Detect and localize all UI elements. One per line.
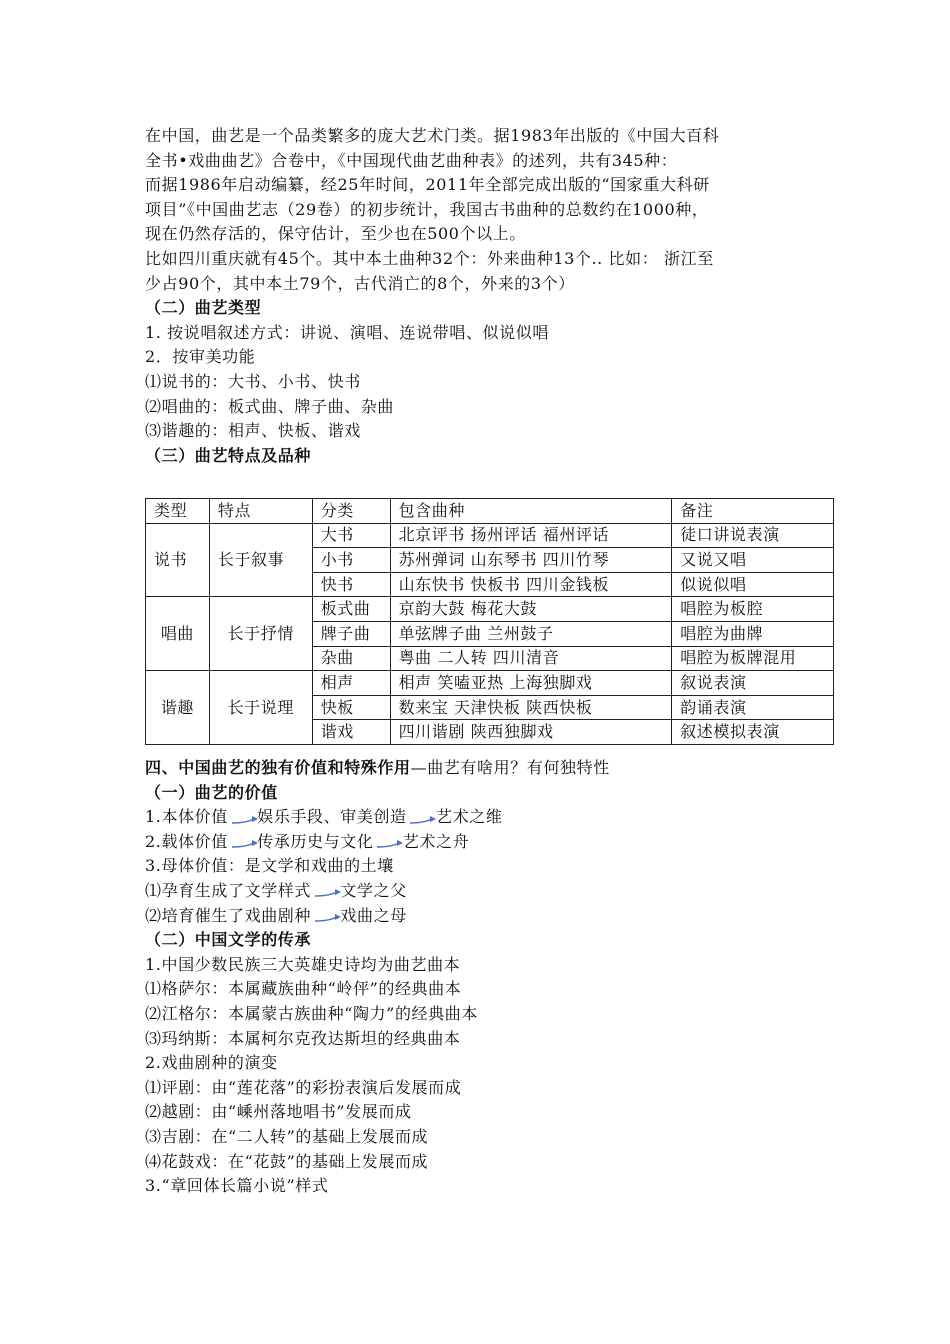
- types-line: ⑶谐趣的：相声、快板、谐戏: [145, 421, 361, 441]
- document-body-continued: [145, 756, 835, 1199]
- section-heading-features: （三）曲艺特点及品种: [145, 445, 312, 465]
- category-cell: 相声: [312, 671, 390, 696]
- note-cell: 唱腔为曲牌: [672, 621, 834, 646]
- value-text: 娱乐手段、审美创造: [257, 807, 407, 827]
- types-line: 1. 按说唱叙述方式：讲说、演唱、连说带唱、似说似唱: [145, 322, 549, 342]
- intro-line: 而据1986年启动编纂，经25年时间，2011年全部完成出版的“国家重大科研: [145, 175, 710, 195]
- arrow-right-icon: [313, 909, 343, 923]
- arrow-right-icon: [230, 835, 260, 849]
- category-cell: 快书: [312, 572, 390, 597]
- quyi-table: [145, 498, 834, 745]
- document-body: [145, 124, 825, 468]
- arrow-right-icon: [408, 811, 438, 825]
- literature-line: ⑴格萨尔：本属藏族曲种“岭伻”的经典曲本: [145, 979, 462, 999]
- value-text: 艺术之舟: [402, 831, 470, 851]
- genres-cell: 相声 笑嗑亚热 上海独脚戏: [390, 671, 672, 696]
- genres-cell: 数来宝 天津快板 陕西快板: [390, 695, 672, 720]
- section-heading-four: [145, 756, 835, 781]
- table-header-cell: 类型: [146, 499, 210, 524]
- type-cell: 说书: [146, 523, 210, 597]
- category-cell: 杂曲: [312, 646, 390, 671]
- literature-line: 2.戏曲剧种的演变: [145, 1053, 278, 1073]
- table-header-cell: 特点: [209, 499, 312, 524]
- category-cell: 小书: [312, 548, 390, 573]
- value-label: 1.本体价值: [145, 807, 228, 827]
- feature-cell: 长于叙事: [209, 523, 312, 597]
- types-line: ⑴说书的：大书、小书、快书: [145, 371, 361, 391]
- intro-line: 全书•戏曲曲艺》合卷中，《中国现代曲艺曲种表》的述列，共有345种：: [145, 150, 678, 170]
- feature-cell: 长于抒情: [209, 597, 312, 671]
- category-cell: 大书: [312, 523, 390, 548]
- note-cell: 唱腔为板腔: [672, 597, 834, 622]
- value-text: 艺术之维: [436, 807, 503, 827]
- note-cell: 唱腔为板牌混用: [672, 646, 834, 671]
- genres-cell: 山东快书 快板书 四川金钱板: [390, 572, 672, 597]
- table-row: [146, 671, 834, 696]
- genres-cell: 北京评书 扬州评话 福州评话: [390, 523, 672, 548]
- genres-cell: 京韵大鼓 梅花大鼓: [390, 597, 672, 622]
- value-label: ⑴孕育生成了文学样式: [145, 880, 312, 900]
- note-cell: 韵诵表演: [672, 695, 834, 720]
- value-text: 文学之父: [340, 880, 407, 900]
- category-cell: 谐戏: [312, 720, 390, 745]
- note-cell: 叙述模拟表演: [672, 720, 834, 745]
- arrow-right-icon: [230, 811, 260, 825]
- genres-cell: 粤曲 二人转 四川清音: [390, 646, 672, 671]
- literature-line: 1.中国少数民族三大英雄史诗均为曲艺曲本: [145, 954, 461, 974]
- value-label: ⑵培育催生了戏曲剧种: [145, 905, 312, 925]
- literature-line: ⑶玛纳斯：本属柯尔克孜达斯坦的经典曲本: [145, 1028, 461, 1048]
- section-four-title: 四、中国曲艺的独有价值和特殊作用: [145, 758, 411, 777]
- literature-line: 3.“章回体长篇小说”样式: [145, 1176, 329, 1196]
- arrow-right-icon: [313, 884, 343, 898]
- category-cell: 板式曲: [312, 597, 390, 622]
- intro-line: 少占90个，其中本土79个，古代消亡的8个，外来的3个）: [145, 273, 575, 293]
- intro-line: 项目”《中国曲艺志（29卷）的初步统计，我国古书曲种的总数约在1000种，: [145, 199, 709, 219]
- section-heading-literature: （二）中国文学的传承: [145, 930, 312, 950]
- table-header-cell: 分类: [312, 499, 390, 524]
- note-cell: 徒口讲说表演: [672, 523, 834, 548]
- value-line: 3.母体价值：是文学和戏曲的土壤: [145, 856, 394, 876]
- type-cell: 谐趣: [146, 671, 210, 745]
- types-line: ⑵唱曲的：板式曲、牌子曲、杂曲: [145, 396, 395, 416]
- note-cell: 似说似唱: [672, 572, 834, 597]
- table-header-cell: 备注: [672, 499, 834, 524]
- value-text: 戏曲之母: [340, 905, 407, 925]
- value-line: [145, 830, 835, 855]
- feature-cell: 长于说理: [209, 671, 312, 745]
- section-heading-types: （二）曲艺类型: [145, 298, 262, 318]
- note-cell: 又说又唱: [672, 548, 834, 573]
- intro-line: 在中国，曲艺是一个品类繁多的庞大艺术门类。据1983年出版的《中国大百科: [145, 126, 720, 145]
- table-row: [146, 523, 834, 548]
- section-heading-value: （一）曲艺的价值: [145, 782, 278, 802]
- type-cell: 唱曲: [146, 597, 210, 671]
- value-line: [145, 904, 835, 929]
- value-label: 2.载体价值: [145, 831, 228, 851]
- types-line: 2．按审美功能: [145, 347, 256, 367]
- genres-cell: 四川谐剧 陕西独脚戏: [390, 720, 672, 745]
- category-cell: 牌子曲: [312, 621, 390, 646]
- literature-line: ⑴评剧：由“莲花落”的彩扮表演后发展而成: [145, 1077, 462, 1097]
- table-header-cell: 包含曲种: [390, 499, 672, 524]
- literature-line: ⑵江格尔：本属蒙古族曲种“陶力”的经典曲本: [145, 1003, 478, 1023]
- note-cell: 叙说表演: [672, 671, 834, 696]
- value-line: [145, 879, 835, 904]
- genres-cell: 单弦牌子曲 兰州鼓子: [390, 621, 672, 646]
- category-cell: 快板: [312, 695, 390, 720]
- genres-cell: 苏州弹词 山东琴书 四川竹琴: [390, 548, 672, 573]
- intro-line: 现在仍然存活的，保守估计，至少也在500个以上。: [145, 224, 526, 244]
- literature-line: ⑷花鼓戏：在“花鼓”的基础上发展而成: [145, 1151, 429, 1171]
- arrow-right-icon: [375, 835, 405, 849]
- section-four-subtitle: —曲艺有啥用？有何独特性: [410, 758, 610, 777]
- intro-line: 比如四川重庆就有45个。其中本土曲种32个：外来曲种13个.. 比如： 浙江至: [145, 248, 714, 268]
- literature-line: ⑶吉剧：在“二人转”的基础上发展而成: [145, 1126, 429, 1146]
- value-text: 传承历史与文化: [257, 831, 374, 851]
- table-header-row: [146, 499, 834, 524]
- literature-line: ⑵越剧：由“嵊州落地唱书”发展而成: [145, 1102, 412, 1122]
- table-row: [146, 597, 834, 622]
- value-line: [145, 805, 835, 830]
